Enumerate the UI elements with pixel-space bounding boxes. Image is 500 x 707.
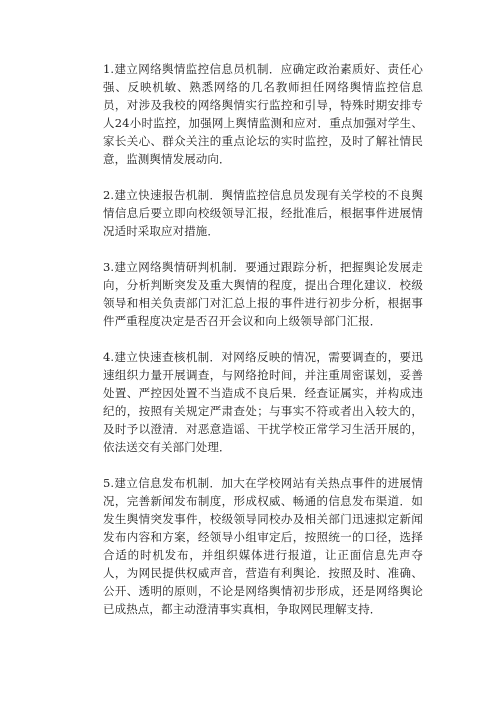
- document-body: [103, 60, 423, 636]
- paragraph-5: 5.建立信息发布机制．加大在学校网站有关热点事件的进展情况，完善新闻发布制度，形成权威、畅通的信息发布渠道．如发生舆情突发事件，校级领导同校办及相关部门迅速拟定新闻发布内容和方案，经领导小组审定后，按照统一的口径，选择合适的时机发布，并组织媒体进行报道，让正面信息先声夺人，为网民提供权威声音，营造有利舆论．按照及时、准确、公开、透明的原则，不论是网络舆情初步形成，还是网络舆论已成热点，都主动澄清事实真相，争取网民理解支持．: [103, 476, 423, 616]
- paragraph-2: 2.建立快速报告机制．舆情监控信息员发现有关学校的不良舆情信息后要立即向校级领导汇报，经批准后，根据事件进展情况适时采取应对措施．: [103, 188, 423, 238]
- paragraph-3: 3.建立网络舆情研判机制．要通过跟踪分析，把握舆论发展走向，分析判断突发及重大舆情的程度，提出合理化建议．校级领导和相关负责部门对汇总上报的事件进行初步分析，根据事件严重程度决定是否召开会议和向上级领导部门汇报．: [103, 260, 423, 328]
- paragraph-1: 1.建立网络舆情监控信息员机制．应确定政治素质好、责任心强、反映机敏、熟悉网络的几名教师担任网络舆情监控信息员，对涉及我校的网络舆情实行监控和引导，特殊时期安排专人24小时监控，加强网上舆情监测和应对．重点加强对学生、家长关心、群众关注的重点论坛的实时监控，及时了解社情民意，监测舆情发展动向．: [103, 62, 423, 166]
- paragraph-4: 4.建立快速查核机制．对网络反映的情况，需要调查的，要迅速组织力量开展调查，与网络抢时间，并注重周密谋划，妥善处置、严控因处置不当造成不良后果．经查证属实，并构成违纪的，按照有关规定严肃查处；与事实不符或者出入较大的，及时予以澄清．对恶意造谣、干扰学校正常学习生活开展的，依法送交有关部门处理．: [103, 350, 423, 454]
